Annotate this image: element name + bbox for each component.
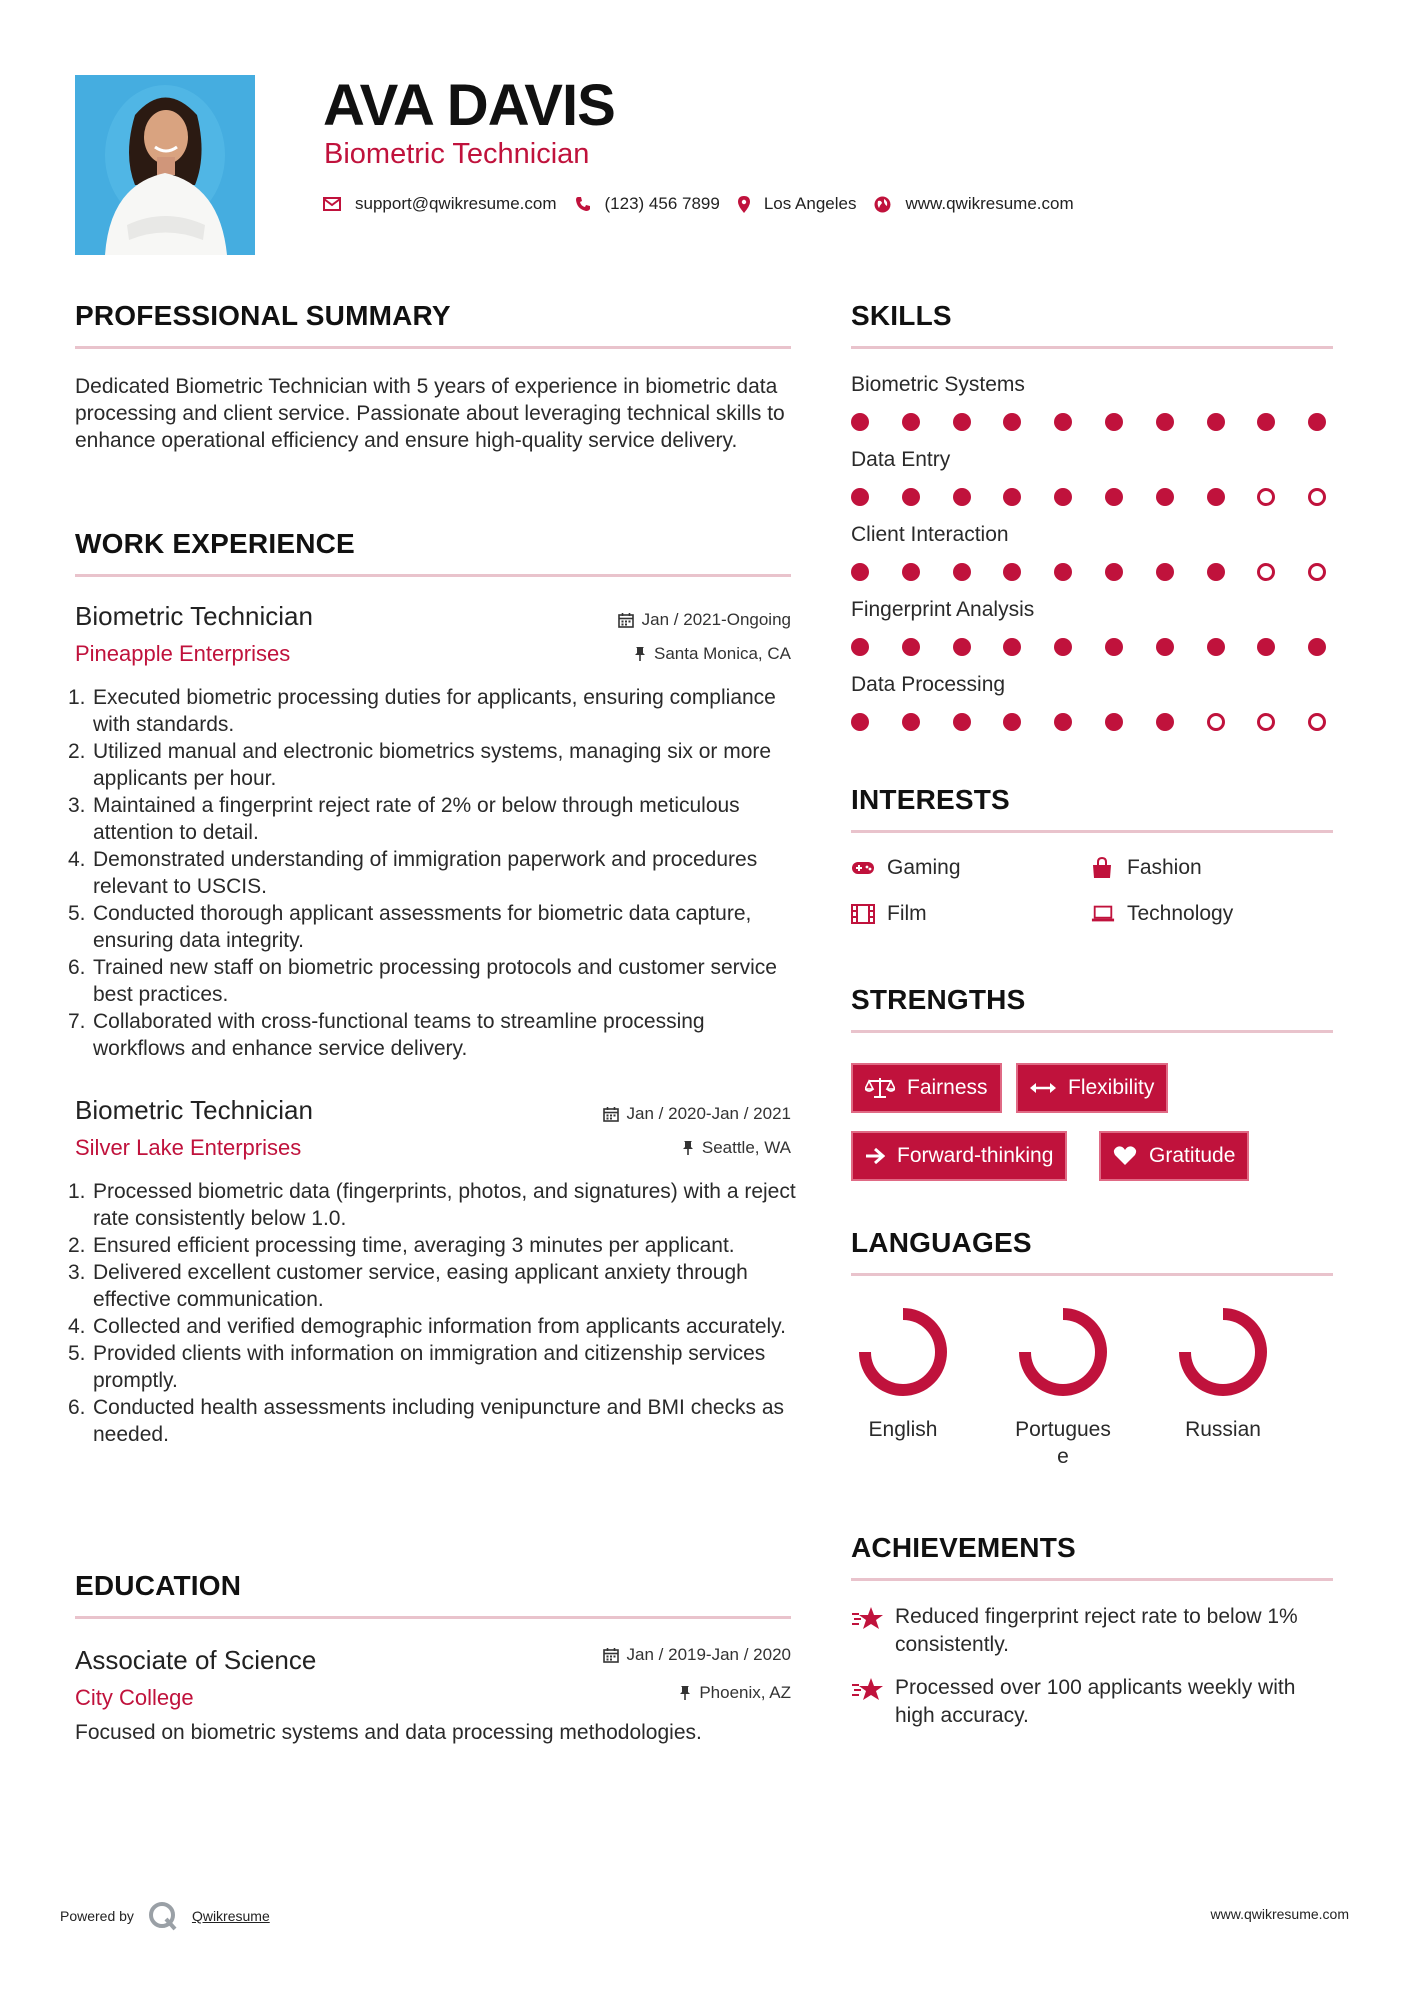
- achievement-item: [851, 1674, 1321, 1730]
- language-ring: [857, 1306, 949, 1398]
- language-name: Russian: [1185, 1418, 1261, 1441]
- achievements-rule: [851, 1578, 1333, 1581]
- pushpin-icon: [634, 646, 646, 662]
- bullet-number: 2.: [68, 740, 86, 763]
- skill-dot-filled: [851, 713, 869, 731]
- bullet-number: 1.: [68, 686, 86, 709]
- skill-dot-filled: [953, 488, 971, 506]
- location-text: Los Angeles: [763, 194, 857, 213]
- skill-dot-filled: [1003, 563, 1021, 581]
- bullet-number: 2.: [68, 1234, 86, 1257]
- footer-website[interactable]: www.qwikresume.com: [1210, 1906, 1349, 1922]
- bullet-number: 6.: [68, 1396, 86, 1419]
- qwikresume-link[interactable]: Qwikresume: [191, 1908, 270, 1924]
- job-bullet: [68, 738, 798, 792]
- contact-location: [738, 194, 857, 214]
- skill-rating: [851, 412, 1333, 432]
- shopping-bag-icon: [1091, 857, 1115, 879]
- skill-dot-filled: [851, 563, 869, 581]
- skill-dot-filled: [1105, 638, 1123, 656]
- skill-dot-filled: [1105, 713, 1123, 731]
- pushpin-icon: [682, 1140, 694, 1156]
- strength-label: Fairness: [907, 1076, 988, 1099]
- job-2-date-row: [75, 1104, 791, 1128]
- skill-dot-filled: [1003, 488, 1021, 506]
- job-2-location-text: Seattle, WA: [701, 1138, 791, 1157]
- education-dates-text: Jan / 2019-Jan / 2020: [626, 1645, 791, 1664]
- skill-dot-filled: [1257, 413, 1275, 431]
- bullet-text: Provided clients with information on immigration and citizenship services promptly.: [93, 1342, 766, 1392]
- skill-dot-filled: [1156, 713, 1174, 731]
- skill-rating: [851, 712, 1333, 732]
- email-text: support@qwikresume.com: [355, 194, 557, 213]
- skill-dot-filled: [1207, 563, 1225, 581]
- education-dates: [603, 1645, 791, 1665]
- language-ring-arc: [1185, 1314, 1261, 1390]
- bullet-text: Trained new staff on biometric processing protocols and customer service best practices.: [93, 956, 777, 1006]
- phone-icon: [575, 196, 591, 212]
- skill-dot-empty: [1308, 488, 1326, 506]
- skill-dot-empty: [1257, 713, 1275, 731]
- skill-dot-filled: [1207, 488, 1225, 506]
- job-2-dates-text: Jan / 2020-Jan / 2021: [626, 1104, 791, 1123]
- education-date-row: [75, 1645, 791, 1669]
- skill-dot-filled: [953, 563, 971, 581]
- contact-bar: [323, 194, 1092, 214]
- skill-dot-filled: [1054, 488, 1072, 506]
- interest-label: Gaming: [887, 856, 961, 879]
- skill-rating: [851, 487, 1333, 507]
- language-name: English: [868, 1418, 938, 1441]
- gamepad-icon: [851, 860, 875, 876]
- phone-text: (123) 456 7899: [604, 194, 720, 213]
- interest-item: [1091, 856, 1202, 880]
- strength-tag: [851, 1131, 1067, 1181]
- candidate-title: Biometric Technician: [324, 138, 590, 170]
- arrow-right-icon: [865, 1147, 885, 1165]
- achievements-heading: ACHIEVEMENTS: [851, 1532, 1076, 1563]
- bullet-number: 4.: [68, 848, 86, 871]
- skill-name: Biometric Systems: [851, 373, 1025, 396]
- skill-name: Data Entry: [851, 448, 951, 471]
- skill-dot-filled: [902, 713, 920, 731]
- job-1-dates-text: Jan / 2021-Ongoing: [641, 610, 791, 629]
- languages-rule: [851, 1273, 1333, 1276]
- job-bullet: [68, 954, 798, 1008]
- language-item: [1013, 1306, 1113, 1476]
- bullet-number: 5.: [68, 902, 86, 925]
- skills-heading: SKILLS: [851, 300, 952, 331]
- education-rule: [75, 1616, 791, 1619]
- skill-dot-filled: [902, 638, 920, 656]
- film-icon: [851, 904, 875, 924]
- education-description: Focused on biometric systems and data processing methodologies.: [75, 1721, 702, 1744]
- skill-dot-filled: [1156, 488, 1174, 506]
- skill-dot-filled: [902, 563, 920, 581]
- skill-dot-filled: [1257, 638, 1275, 656]
- globe-icon: [874, 196, 891, 213]
- language-item: [1173, 1306, 1273, 1476]
- job-1-location-row: [75, 644, 791, 668]
- bullet-number: 3.: [68, 794, 86, 817]
- bullet-number: 5.: [68, 1342, 86, 1365]
- footer-powered-by: [60, 1901, 270, 1931]
- candidate-name: AVA DAVIS: [323, 73, 615, 138]
- calendar-icon: [618, 612, 634, 628]
- skill-dot-filled: [1054, 713, 1072, 731]
- skill-dot-filled: [953, 413, 971, 431]
- job-1-dates: [618, 610, 791, 630]
- skill-dot-filled: [1105, 413, 1123, 431]
- bullet-text: Maintained a fingerprint reject rate of 2% or below through meticulous attention to detail.: [93, 794, 740, 844]
- powered-by-text: Powered by: [60, 1908, 134, 1924]
- qwikresume-logo-icon: [148, 1901, 178, 1931]
- bullet-text: Delivered excellent customer service, easing applicant anxiety through effective communication.: [93, 1261, 748, 1311]
- education-location-text: Phoenix, AZ: [699, 1683, 791, 1702]
- language-ring: [1017, 1306, 1109, 1398]
- bullet-text: Collected and verified demographic information from applicants accurately.: [93, 1315, 786, 1338]
- achievement-item: [851, 1603, 1321, 1659]
- strengths-rule: [851, 1030, 1333, 1033]
- job-bullet: [68, 900, 798, 954]
- job-bullet: [68, 846, 798, 900]
- skill-dot-filled: [1003, 638, 1021, 656]
- job-bullet: [68, 1232, 798, 1259]
- skill-dot-filled: [1003, 713, 1021, 731]
- skill-dot-filled: [1054, 638, 1072, 656]
- strength-label: Gratitude: [1149, 1144, 1236, 1167]
- star-award-icon: [851, 1603, 895, 1659]
- bullet-number: 4.: [68, 1315, 86, 1338]
- skill-dot-filled: [1156, 413, 1174, 431]
- strengths-heading: STRENGTHS: [851, 984, 1026, 1015]
- interests-heading: INTERESTS: [851, 784, 1010, 815]
- interests-rule: [851, 830, 1333, 833]
- education-degree: Associate of Science: [75, 1645, 317, 1675]
- language-ring-arc: [865, 1314, 941, 1390]
- job-2-company: Silver Lake Enterprises: [75, 1135, 302, 1160]
- skill-name: Client Interaction: [851, 523, 1009, 546]
- job-bullet: [68, 1178, 798, 1232]
- calendar-icon: [603, 1647, 619, 1663]
- bullet-number: 7.: [68, 1010, 86, 1033]
- strength-label: Forward-thinking: [897, 1144, 1054, 1167]
- skill-dot-filled: [851, 413, 869, 431]
- job-1-location: [634, 644, 791, 664]
- education-location-row: [75, 1683, 791, 1707]
- bullet-number: 3.: [68, 1261, 86, 1284]
- summary-rule: [75, 346, 791, 349]
- bullet-text: Utilized manual and electronic biometrics systems, managing six or more applicants per hour.: [93, 740, 772, 790]
- bullet-text: Collaborated with cross-functional teams to streamline processing workflows and enhance service delivery.: [93, 1010, 705, 1060]
- language-item: [853, 1306, 953, 1476]
- achievement-text: Processed over 100 applicants weekly with high accuracy.: [895, 1676, 1296, 1727]
- skill-dot-filled: [1003, 413, 1021, 431]
- star-award-icon: [851, 1674, 895, 1730]
- skill-dot-filled: [1054, 413, 1072, 431]
- bullet-text: Ensured efficient processing time, averaging 3 minutes per applicant.: [93, 1234, 735, 1257]
- job-1-location-text: Santa Monica, CA: [653, 644, 791, 663]
- education-location: [679, 1683, 791, 1703]
- skill-dot-empty: [1257, 563, 1275, 581]
- job-1-title: Biometric Technician: [75, 601, 313, 631]
- skill-dot-filled: [1207, 638, 1225, 656]
- language-ring-arc: [1025, 1314, 1101, 1390]
- skill-dot-filled: [1308, 638, 1326, 656]
- job-bullet: [68, 1259, 798, 1313]
- contact-phone[interactable]: [575, 194, 720, 214]
- job-1-bullets: [68, 684, 798, 1062]
- bullet-number: 1.: [68, 1180, 86, 1203]
- strength-tag: [851, 1063, 1002, 1113]
- education-heading: EDUCATION: [75, 1570, 242, 1601]
- interest-item: [851, 856, 961, 880]
- interest-label: Film: [887, 902, 927, 925]
- skill-dot-empty: [1207, 713, 1225, 731]
- achievement-text: Reduced fingerprint reject rate to below 1% consistently.: [895, 1605, 1298, 1656]
- website-text: www.qwikresume.com: [905, 194, 1074, 213]
- laptop-icon: [1091, 905, 1115, 923]
- skill-dot-filled: [1105, 488, 1123, 506]
- summary-text: Dedicated Biometric Technician with 5 years of experience in biometric data processing and client service. Passionate about leveraging technical skills to enhance operational efficiency and ensure high-quality service delivery.: [75, 375, 785, 452]
- job-bullet: [68, 1394, 798, 1448]
- heart-icon: [1113, 1146, 1137, 1166]
- skill-name: Data Processing: [851, 673, 1006, 696]
- experience-heading: WORK EXPERIENCE: [75, 528, 355, 559]
- job-1-company: Pineapple Enterprises: [75, 641, 291, 666]
- language-name: Portuguese: [1015, 1418, 1111, 1468]
- skill-dot-empty: [1308, 563, 1326, 581]
- bullet-number: 6.: [68, 956, 86, 979]
- bullet-text: Conducted thorough applicant assessments for biometric data capture, ensuring data integrity.: [93, 902, 752, 952]
- job-1-date-row: [75, 610, 791, 634]
- arrows-horizontal-icon: [1030, 1081, 1056, 1095]
- skill-dot-filled: [1207, 413, 1225, 431]
- language-ring: [1177, 1306, 1269, 1398]
- skill-rating: [851, 637, 1333, 657]
- interest-item: [1091, 902, 1233, 926]
- skill-dot-filled: [1308, 413, 1326, 431]
- experience-rule: [75, 574, 791, 577]
- job-2-title: Biometric Technician: [75, 1095, 313, 1125]
- skill-dot-filled: [851, 638, 869, 656]
- contact-website[interactable]: [874, 194, 1073, 214]
- contact-email[interactable]: [323, 194, 557, 214]
- interest-label: Fashion: [1127, 856, 1202, 879]
- calendar-icon: [603, 1106, 619, 1122]
- skill-dot-empty: [1308, 713, 1326, 731]
- job-bullet: [68, 1008, 798, 1062]
- languages-heading: LANGUAGES: [851, 1227, 1032, 1258]
- interest-item: [851, 902, 927, 926]
- skill-dot-filled: [1105, 563, 1123, 581]
- job-2-dates: [603, 1104, 791, 1124]
- job-2-location: [682, 1138, 791, 1158]
- education-school: City College: [75, 1685, 194, 1710]
- skill-dot-filled: [902, 488, 920, 506]
- skill-dot-filled: [1054, 563, 1072, 581]
- skill-rating: [851, 562, 1333, 582]
- job-2-bullets: [68, 1178, 798, 1448]
- bullet-text: Executed biometric processing duties for applicants, ensuring compliance with standards.: [93, 686, 776, 736]
- skill-dot-empty: [1257, 488, 1275, 506]
- job-bullet: [68, 792, 798, 846]
- job-bullet: [68, 684, 798, 738]
- envelope-icon: [323, 197, 341, 211]
- skill-dot-filled: [1156, 563, 1174, 581]
- interest-label: Technology: [1127, 902, 1234, 925]
- profile-photo: [75, 75, 255, 255]
- skill-dot-filled: [1156, 638, 1174, 656]
- pushpin-icon: [679, 1685, 691, 1701]
- bullet-text: Conducted health assessments including venipuncture and BMI checks as needed.: [93, 1396, 785, 1446]
- job-bullet: [68, 1340, 798, 1394]
- summary-heading: PROFESSIONAL SUMMARY: [75, 300, 451, 331]
- skills-rule: [851, 346, 1333, 349]
- map-marker-icon: [738, 196, 750, 213]
- balance-scale-icon: [865, 1077, 895, 1099]
- strength-tag: [1099, 1131, 1249, 1181]
- job-2-location-row: [75, 1138, 791, 1162]
- strength-tag: [1016, 1063, 1168, 1113]
- skill-dot-filled: [902, 413, 920, 431]
- skill-dot-filled: [953, 638, 971, 656]
- bullet-text: Demonstrated understanding of immigration paperwork and procedures relevant to USCIS.: [93, 848, 758, 898]
- job-bullet: [68, 1313, 798, 1340]
- skill-dot-filled: [953, 713, 971, 731]
- skill-name: Fingerprint Analysis: [851, 598, 1035, 621]
- bullet-text: Processed biometric data (fingerprints, photos, and signatures) with a reject rate consistently below 1.0.: [93, 1180, 796, 1230]
- skill-dot-filled: [851, 488, 869, 506]
- strength-label: Flexibility: [1068, 1076, 1155, 1099]
